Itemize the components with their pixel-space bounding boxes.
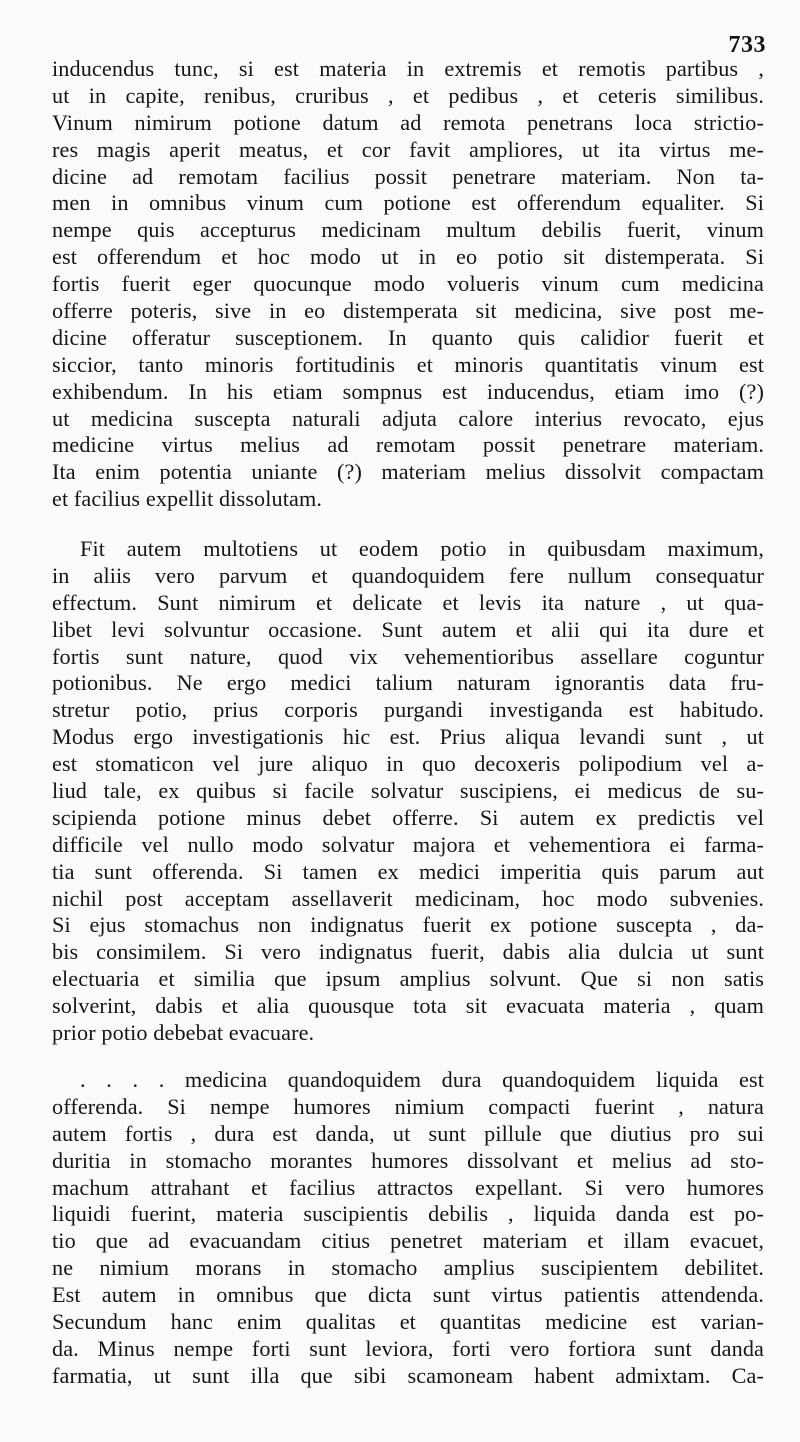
paragraph-2: [52, 536, 764, 1047]
text-line: libet levi solvuntur occasione. Sunt autem et alii qui ita dure et: [52, 616, 764, 642]
text-line: difficile vel nullo modo solvatur majora et vehementiora ei farma-: [52, 831, 764, 857]
text-line: offerre poteris, sive in eo distemperata sit medicina, sive post me-: [52, 298, 764, 324]
text-line: autem fortis , dura est danda, ut sunt pillule que diutius pro sui: [52, 1120, 764, 1146]
text-line: ut in capite, renibus, cruribus , et pedibus , et ceteris similibus.: [52, 82, 764, 108]
text-line: nichil post acceptam assellaverit medicinam, hoc modo subvenies.: [52, 885, 764, 911]
text-line: stretur potio, prius corporis purgandi investiganda est habitudo.: [52, 697, 764, 723]
text-line: solverint, dabis et alia quousque tota sit evacuata materia , quam: [52, 993, 764, 1019]
text-line: electuaria et similia que ipsum amplius solvunt. Que si non satis: [52, 966, 764, 992]
text-line: res magis aperit meatus, et cor favit ampliores, ut ita virtus me-: [52, 136, 764, 162]
text-line: et facilius expellit dissolutam.: [52, 486, 323, 512]
text-line: ne nimium morans in stomacho amplius suscipientem debilitet.: [52, 1255, 764, 1281]
text-line: potionibus. Ne ergo medici talium naturam ignorantis data fru-: [52, 670, 764, 696]
text-line: est offerendum et hoc modo ut in eo potio sit distemperata. Si: [52, 244, 764, 270]
text-line: inducendus tunc, si est materia in extremis et remotis partibus ,: [52, 56, 764, 81]
text-line: Ita enim potentia uniante (?) materiam melius dissolvit compactam: [52, 459, 764, 485]
text-line: Modus ergo investigationis hic est. Prius aliqua levandi sunt , ut: [52, 724, 764, 750]
text-line: offerenda. Si nempe humores nimium compacti fuerint , natura: [52, 1093, 764, 1119]
text-line: dicine ad remotam facilius possit penetrare materiam. Non ta-: [52, 163, 764, 189]
text-line: exhibendum. In his etiam sompnus est inducendus, etiam imo (?): [52, 378, 764, 404]
text-line: Vinum nimirum potione datum ad remota penetrans loca strictio-: [52, 109, 764, 135]
text-line: dicine offeratur susceptionem. In quanto quis calidior fuerit et: [52, 324, 764, 350]
text-line: da. Minus nempe forti sunt leviora, forti vero fortiora sunt danda: [52, 1335, 764, 1361]
text-line: nempe quis accepturus medicinam multum debilis fuerit, vinum: [52, 217, 764, 243]
text-line: in aliis vero parvum et quandoquidem fere nullum consequatur: [52, 562, 764, 588]
text-line: Fit autem multotiens ut eodem potio in quibusdam maximum,: [80, 536, 764, 561]
text-line: liquidi fuerint, materia suscipientis debilis , liquida danda est po-: [52, 1201, 764, 1227]
paragraph-3: [52, 1067, 764, 1390]
text-line: liud tale, ex quibus si facile solvatur suscipiens, ei medicus de su-: [52, 778, 764, 804]
text-line: effectum. Sunt nimirum et delicate et levis ita nature , ut qua-: [52, 589, 764, 615]
text-line: siccior, tanto minoris fortitudinis et minoris quantitatis vinum est: [52, 351, 764, 377]
text-line: prior potio debebat evacuare.: [52, 1020, 315, 1046]
text-line: duritia in stomacho morantes humores dissolvant et melius ad sto-: [52, 1147, 764, 1173]
text-line: bis consimilem. Si vero indignatus fuerit, dabis alia dulcia ut sunt: [52, 939, 764, 965]
text-line: . . . . medicina quandoquidem dura quandoquidem liquida est: [80, 1067, 764, 1092]
text-line: Secundum hanc enim qualitas et quantitas medicine est varian-: [52, 1309, 764, 1335]
text-line: men in omnibus vinum cum potione est offerendum equaliter. Si: [52, 190, 764, 216]
text-line: tio que ad evacuandam citius penetret materiam et illam evacuet,: [52, 1228, 764, 1254]
text-line: Si ejus stomachus non indignatus fuerit ex potione suscepta , da-: [52, 912, 764, 938]
text-line: fortis fuerit eger quocunque modo volueris vinum cum medicina: [52, 271, 764, 297]
text-line: scipienda potione minus debet offerre. Si autem ex predictis vel: [52, 804, 764, 830]
text-line: fortis sunt nature, quod vix vehementioribus assellare coguntur: [52, 643, 764, 669]
text-line: Est autem in omnibus que dicta sunt virtus patientis attendenda.: [52, 1282, 764, 1308]
text-line: est stomaticon vel jure aliquo in quo decoxeris polipodium vel a-: [52, 751, 764, 777]
page-number: 733: [728, 32, 766, 58]
text-line: ut medicina suscepta naturali adjuta calore interius revocato, ejus: [52, 405, 764, 431]
text-line: medicine virtus melius ad remotam possit penetrare materiam.: [52, 432, 764, 458]
text-line: farmatia, ut sunt illa que sibi scamoneam habent admixtam. Ca-: [52, 1362, 764, 1388]
text-line: tia sunt offerenda. Si tamen ex medici imperitia quis parum aut: [52, 858, 764, 884]
paragraph-1: [52, 56, 764, 513]
text-line: machum attrahant et facilius attractos expellant. Si vero humores: [52, 1174, 764, 1200]
